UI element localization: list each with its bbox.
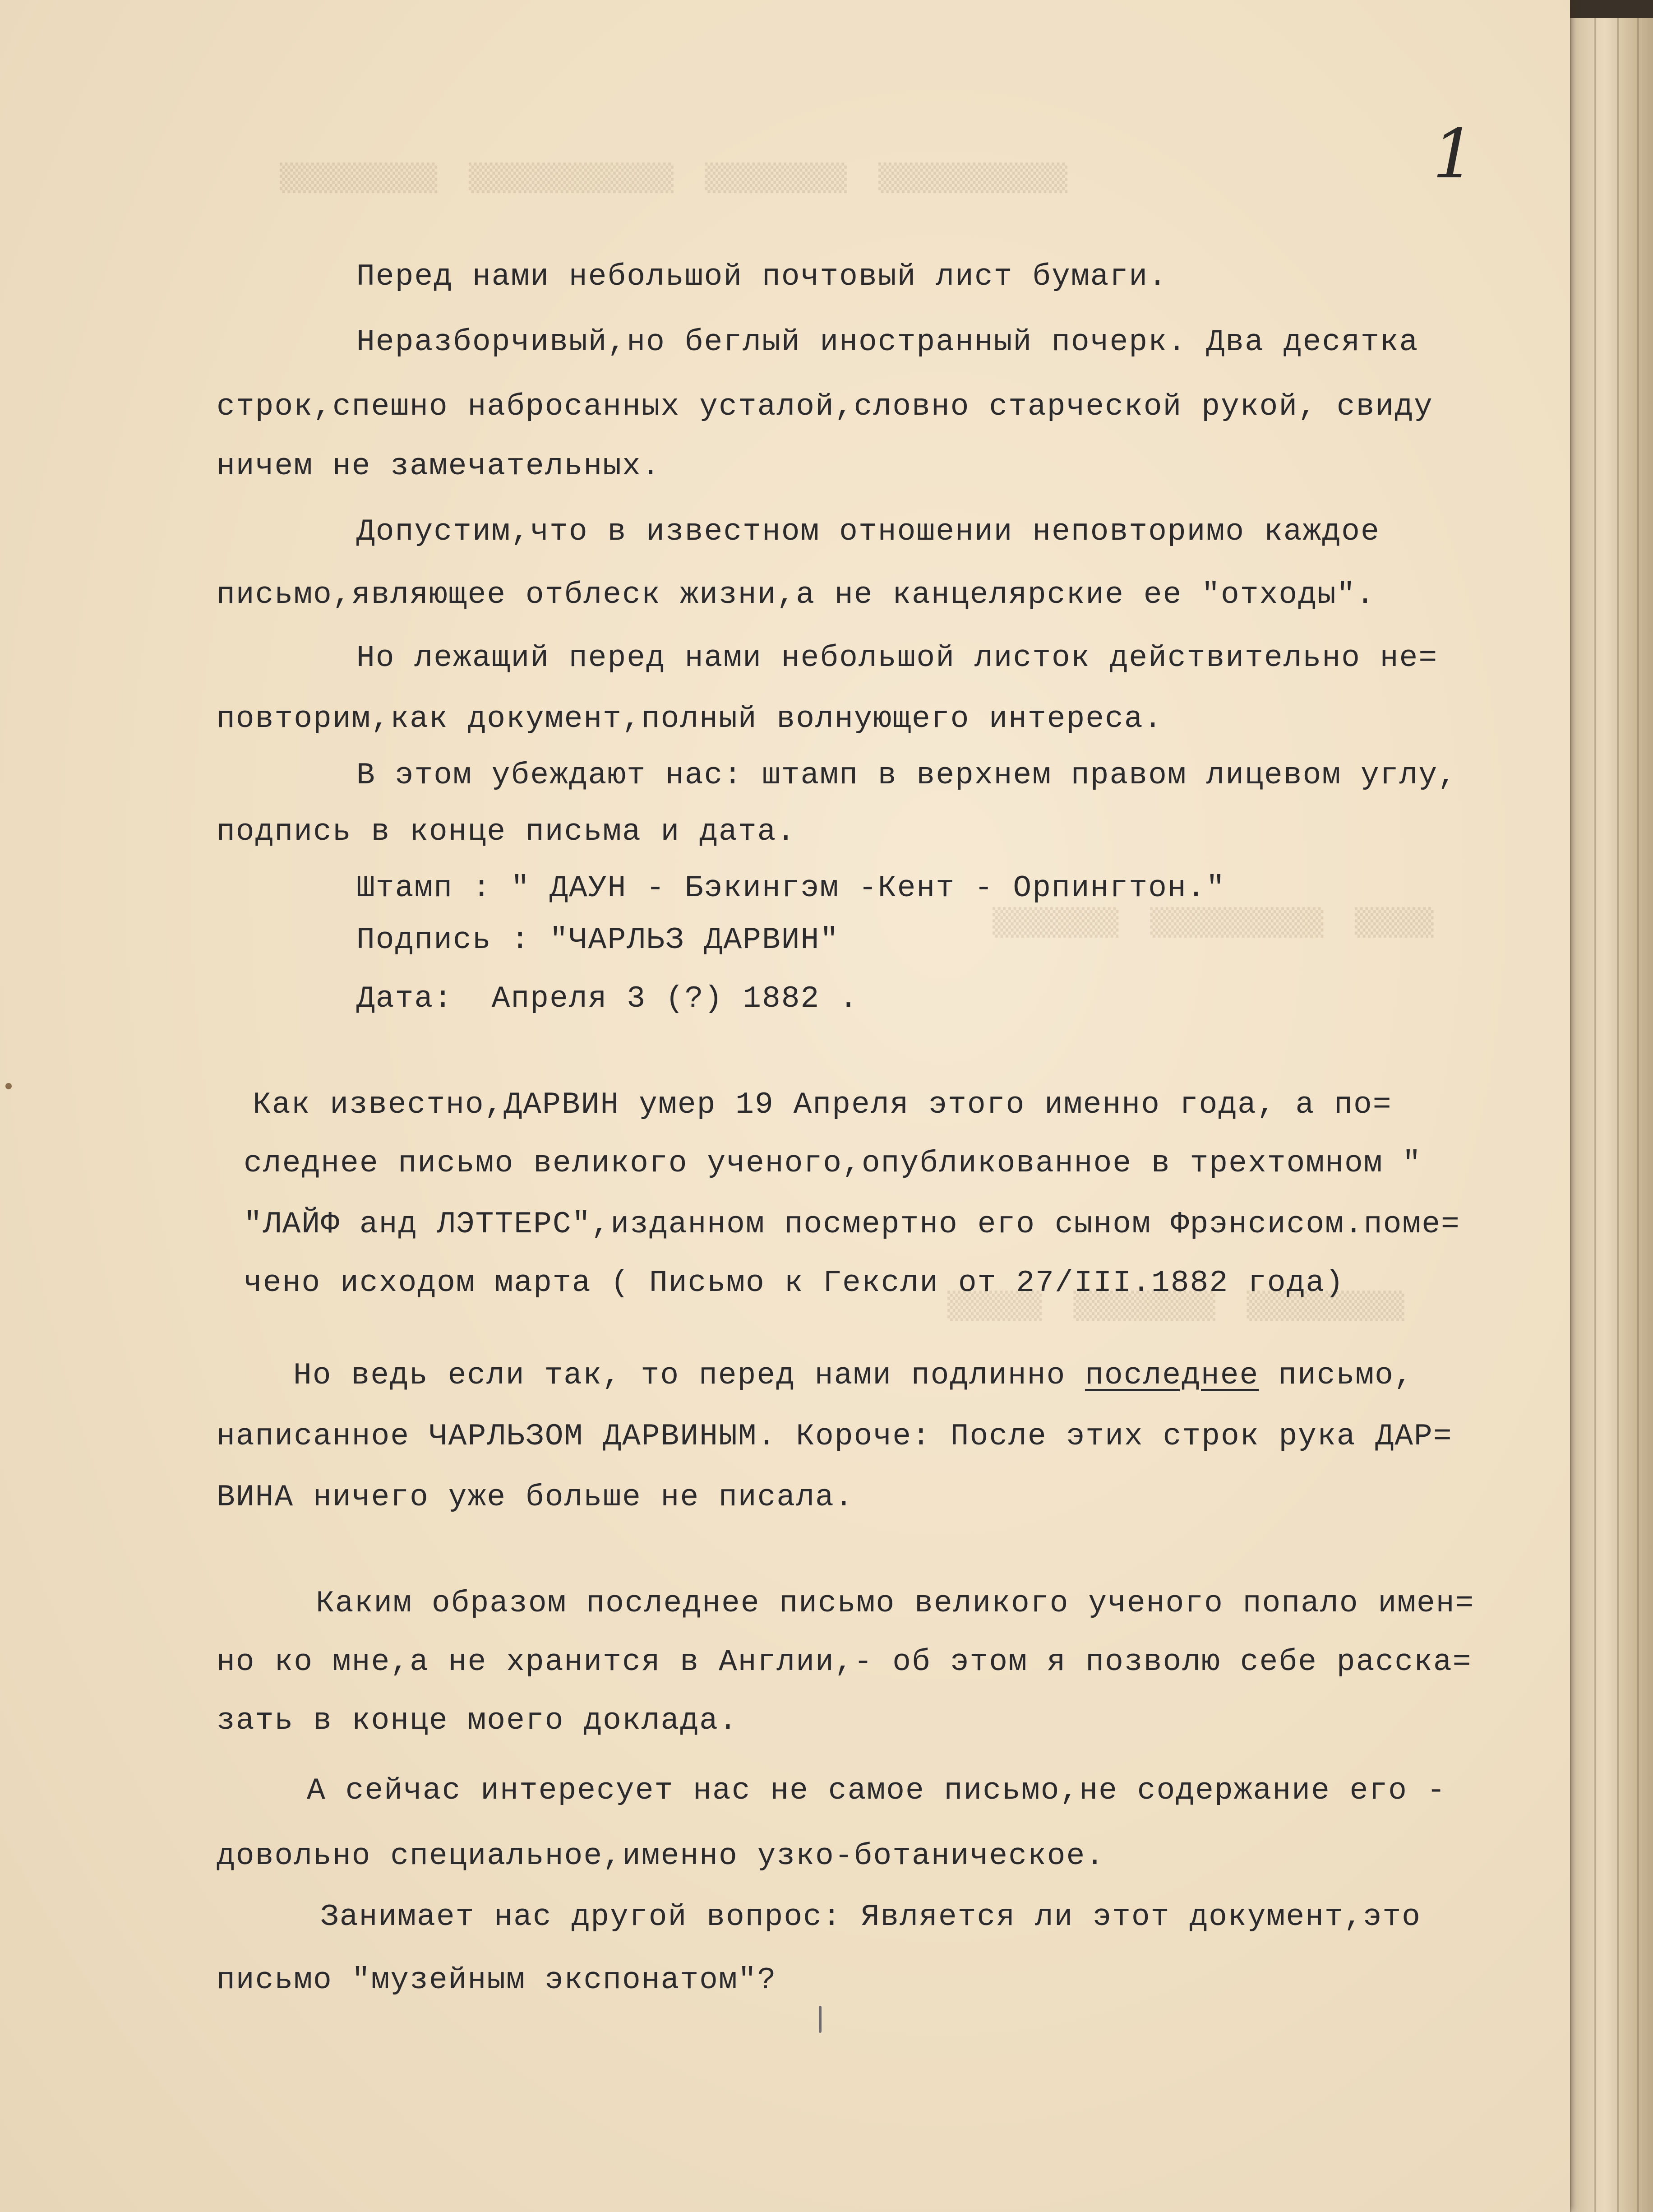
text-line: следнее письмо великого ученого,опубликованное в трехтомном " [244, 1146, 1422, 1181]
text-line: Но ведь если так, то перед нами подлинно последнее письмо, [293, 1358, 1413, 1393]
show-through-texture: ▒▒▒▒▒▒▒▒ ▒▒▒▒▒▒▒▒▒▒▒ ▒▒▒▒▒ [993, 907, 1434, 938]
underlined-word: последнее [1085, 1358, 1259, 1393]
text-line: Но лежащий перед нами небольшой листок действительно не= [356, 641, 1438, 676]
text-line: написанное ЧАРЛЬЗОМ ДАРВИНЫМ. Короче: После этих строк рука ДАР= [217, 1419, 1453, 1454]
text-line: чено исходом марта ( Письмо к Гексли от 27/III.1882 года) [244, 1266, 1344, 1300]
text-line: но ко мне,а не хранится в Англии,- об этом я позволю себе расска= [217, 1645, 1472, 1680]
signature-line: Подпись : "ЧАРЛЬЗ ДАРВИН" [356, 923, 840, 958]
text-line: В этом убеждают нас: штамп в верхнем правом лицевом углу, [356, 758, 1457, 793]
date-line: Дата: Апреля 3 (?) 1882 . [356, 981, 859, 1016]
text-line: повторим,как документ,полный волнующего интереса. [217, 702, 1163, 736]
pen-mark [819, 2006, 822, 2033]
text-line: "ЛАЙФ анд ЛЭТТЕРС",изданном посмертно его сыном Фрэнсисом.поме= [244, 1207, 1460, 1242]
show-through-texture: ▒▒▒▒▒▒▒▒▒▒ ▒▒▒▒▒▒▒▒▒▒▒▒▒ ▒▒▒▒▒▒▒▒▒ ▒▒▒▒▒▒▒▒▒▒▒▒ [280, 162, 1067, 193]
text-line: зать в конце моего доклада. [217, 1703, 738, 1738]
text-line: строк,спешно набросанных усталой,словно старческой рукой, свиду [217, 389, 1433, 424]
text-line: ВИНА ничего уже больше не писала. [217, 1480, 854, 1515]
text-line: Занимает нас другой вопрос: Является ли этот документ,это [320, 1900, 1421, 1934]
stamp-line: Штамп : " ДАУН - Бэкингэм -Кент - Орпингтон." [356, 871, 1226, 906]
text-line: письмо "музейным экспонатом"? [217, 1963, 777, 1998]
text-line: Допустим,что в известном отношении неповторимо каждое [356, 514, 1380, 549]
text-line: письмо,являющее отблеск жизни,а не канцелярские ее "отходы". [217, 578, 1376, 612]
text-line: Как известно,ДАРВИН умер 19 Апреля этого именно года, а по= [253, 1087, 1392, 1122]
show-through-texture: ▒▒▒▒▒▒ ▒▒▒▒▒▒▒▒▒ ▒▒▒▒▒▒▒▒▒▒ [947, 1291, 1404, 1321]
text-line: подпись в конце письма и дата. [217, 814, 796, 849]
text-line: Каким образом последнее письмо великого ученого попало имен= [316, 1586, 1475, 1621]
text-line: ничем не замечательных. [217, 449, 661, 484]
page-number: 1 [1432, 115, 1476, 194]
text-line: Перед нами небольшой почтовый лист бумаги. [356, 259, 1168, 294]
text-line: Неразборчивый,но беглый иностранный почерк. Два десятка [356, 325, 1419, 360]
text-line: А сейчас интересует нас не самое письмо,не содержание его - [307, 1773, 1446, 1808]
paper-speck [5, 1083, 12, 1089]
text-line: довольно специальное,именно узко-ботаническое. [217, 1839, 1105, 1874]
